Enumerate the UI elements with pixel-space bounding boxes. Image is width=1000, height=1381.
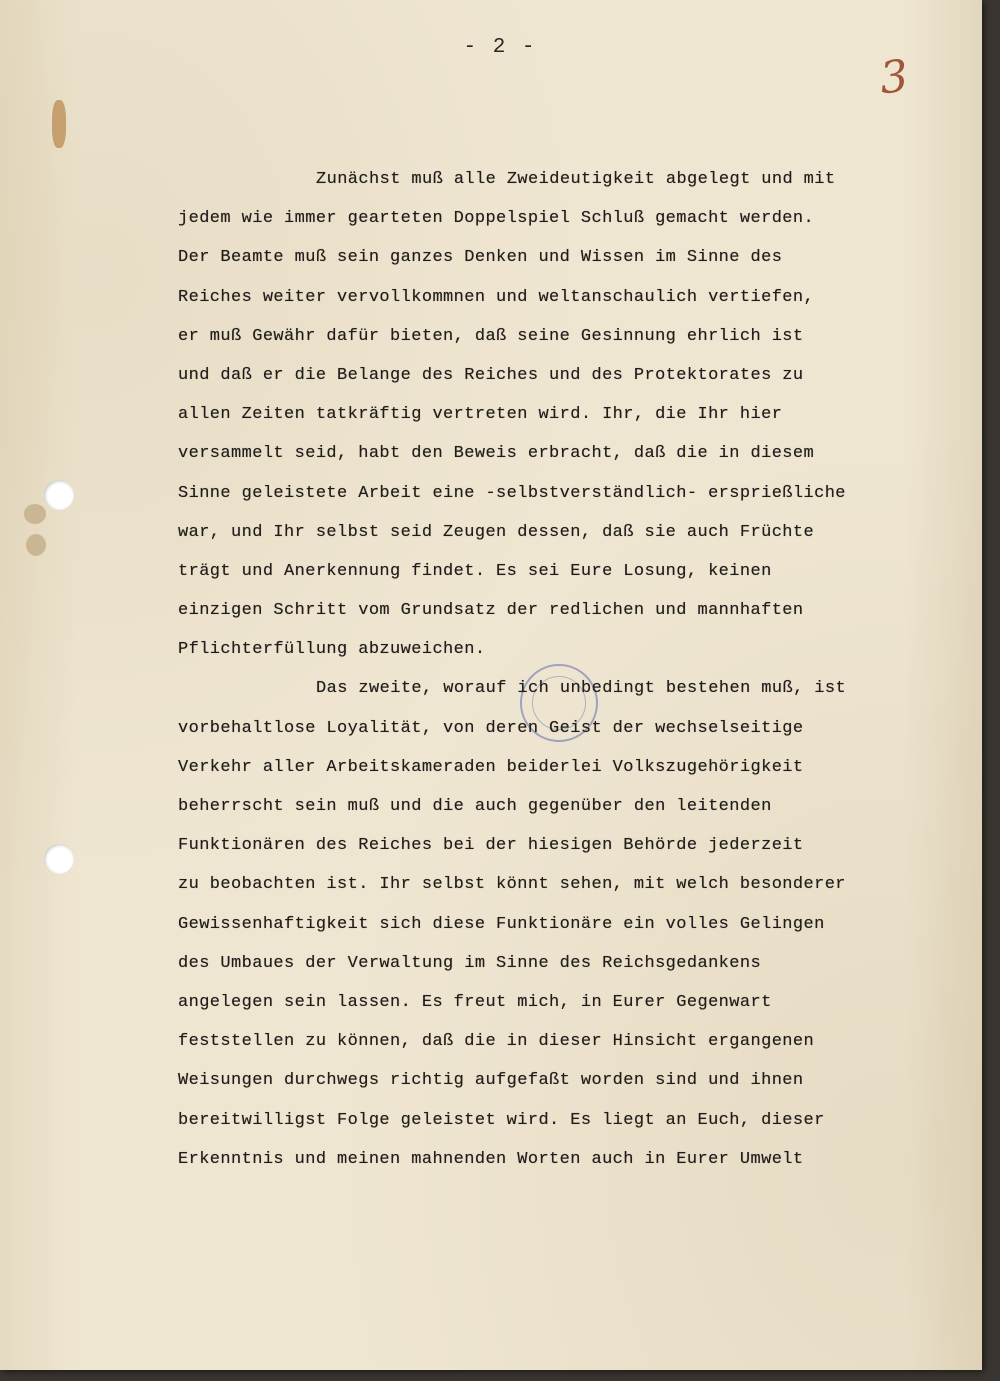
text-line: Verkehr aller Arbeitskameraden beiderlei Volkszugehörigkeit bbox=[178, 757, 804, 777]
text-line: er muß Gewähr dafür bieten, daß seine Gesinnung ehrlich ist bbox=[178, 326, 804, 346]
page-number: - 2 - bbox=[463, 36, 537, 59]
text-line: vorbehaltlose Loyalität, von deren Geist der wechselseitige bbox=[178, 718, 804, 738]
rust-stain bbox=[52, 100, 66, 148]
text-line: bereitwilligst Folge geleistet wird. Es liegt an Euch, dieser bbox=[178, 1110, 825, 1130]
text-line: Sinne geleistete Arbeit eine -selbstverständlich- ersprießliche bbox=[178, 483, 846, 503]
punch-hole bbox=[44, 480, 74, 510]
stain-mark bbox=[26, 534, 46, 556]
text-line: Der Beamte muß sein ganzes Denken und Wissen im Sinne des bbox=[178, 248, 783, 268]
text-line: jedem wie immer gearteten Doppelspiel Schluß gemacht werden. bbox=[178, 209, 815, 229]
text-line: Reiches weiter vervollkommnen und weltanschaulich vertiefen, bbox=[178, 287, 815, 307]
typewritten-text bbox=[178, 160, 948, 1179]
text-line: Funktionären des Reiches bei der hiesigen Behörde jederzeit bbox=[178, 836, 804, 856]
text-line: versammelt seid, habt den Beweis erbracht, daß die in diesem bbox=[178, 444, 815, 464]
text-line: war, und Ihr selbst seid Zeugen dessen, daß sie auch Früchte bbox=[178, 522, 815, 542]
archive-page-mark: 3 bbox=[877, 50, 911, 105]
text-line: einzigen Schritt vom Grundsatz der redlichen und mannhaften bbox=[178, 601, 804, 621]
text-line: des Umbaues der Verwaltung im Sinne des Reichsgedankens bbox=[178, 953, 762, 973]
text-line: Zunächst muß alle Zweideutigkeit abgelegt und mit bbox=[316, 170, 836, 189]
text-line: Weisungen durchwegs richtig aufgefaßt worden sind und ihnen bbox=[178, 1071, 804, 1091]
text-line: Das zweite, worauf ich unbedingt bestehen muß, ist bbox=[316, 679, 847, 699]
text-line: allen Zeiten tatkräftig vertreten wird. Ihr, die Ihr hier bbox=[178, 405, 783, 425]
text-line: Erkenntnis und meinen mahnenden Worten auch in Eurer Umwelt bbox=[178, 1149, 804, 1169]
stain-mark bbox=[24, 504, 46, 524]
text-line: beherrscht sein muß und die auch gegenüber den leitenden bbox=[178, 797, 772, 816]
text-line: Pflichterfüllung abzuweichen. bbox=[178, 640, 486, 660]
text-line: zu beobachten ist. Ihr selbst könnt sehen, mit welch besonderer bbox=[178, 875, 846, 895]
text-line: feststellen zu können, daß die in dieser Hinsicht ergangenen bbox=[178, 1032, 815, 1052]
text-line: trägt und Anerkennung findet. Es sei Eure Losung, keinen bbox=[178, 561, 772, 581]
text-line: und daß er die Belange des Reiches und des Protektorates zu bbox=[178, 365, 804, 385]
text-line: angelegen sein lassen. Es freut mich, in Eurer Gegenwart bbox=[178, 992, 772, 1012]
punch-hole bbox=[44, 844, 74, 874]
text-line: Gewissenhaftigkeit sich diese Funktionäre ein volles Gelingen bbox=[178, 914, 825, 934]
